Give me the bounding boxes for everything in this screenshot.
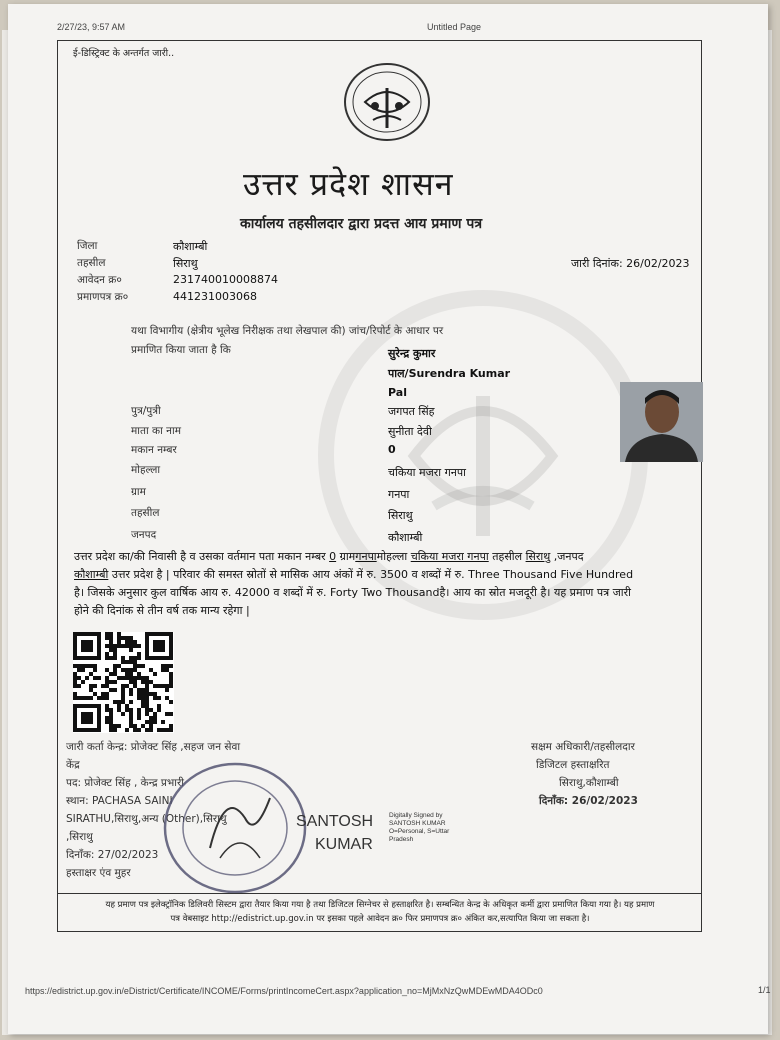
detail-value-tehsil: सिराथु: [388, 509, 413, 522]
footer-divider: [57, 893, 702, 894]
intro-line-2: प्रमाणित किया जाता है कि: [131, 344, 231, 356]
holder-name-line-1: सुरेन्द्र कुमार: [388, 347, 436, 360]
print-datetime: 2/27/23, 9:57 AM: [57, 22, 126, 32]
meta-label-certificate-no: प्रमाणपत्र क्र०: [77, 291, 129, 303]
detail-value-mother: सुनीता देवी: [388, 425, 432, 438]
body-line-4: होने की दिनांक से तीन वर्ष तक मान्य रहेगा |: [74, 604, 250, 617]
detail-label-mother: माता का नाम: [131, 425, 181, 437]
official-seal-stamp-icon: [160, 758, 310, 898]
intro-line-1: यथा विभागीय (क्षेत्रीय भूलेख निरीक्षक तथा लेखपाल की) जांच/रिपोर्ट के आधार पर: [131, 325, 444, 337]
holder-name-line-3: Pal: [388, 386, 407, 399]
holder-name-line-2: पाल/Surendra Kumar: [388, 367, 511, 380]
detail-label-tehsil: तहसील: [131, 507, 160, 519]
certificate-subtitle: कार्यालय तहसीलदार द्वारा प्रदत्त आय प्रमाण पत्र: [240, 216, 483, 232]
issuing-center-cont: केंद्र: [66, 759, 80, 771]
print-page-count: 1/1: [758, 985, 771, 995]
issuer-date: दिनाँक: 27/02/2023: [66, 849, 159, 861]
authority-designation: सक्षम अधिकारी/तहसीलदार: [531, 741, 635, 753]
meta-value-tehsil: सिराथु: [173, 257, 198, 270]
issuing-center: जारी कर्ता केन्द्र: प्रोजेक्ट सिंह ,सहज जन सेवा: [66, 741, 241, 753]
detail-label-district: जनपद: [131, 529, 157, 541]
authority-place: सिराथु,कौशाम्बी: [559, 777, 619, 789]
detail-label-parent: पुत्र/पुत्री: [131, 405, 161, 417]
detail-label-village: ग्राम: [131, 486, 146, 498]
digitally-signed-label: डिजिटल हस्ताक्षरित: [536, 759, 610, 771]
issuer-place: स्थान: PACHASA SAINI: [66, 795, 173, 807]
holder-photo: [620, 382, 703, 462]
certificate-title: उत्तर प्रदेश शासन: [243, 165, 454, 203]
body-line-3: है। जिसके अनुसार कुल वार्षिक आय रु. 42000 व शब्दों में रु. Forty Two Thousandहै। आय का स्रोत मजदूरी है। यह प्रमाण पत्र जारी: [74, 586, 631, 599]
digital-sign-name-2: KUMAR: [315, 836, 373, 853]
print-page-title: Untitled Page: [427, 22, 482, 32]
meta-value-district: कौशाम्बी: [173, 240, 208, 253]
meta-label-tehsil: तहसील: [77, 257, 106, 269]
meta-value-certificate-no: 441231003068: [173, 290, 257, 303]
qr-code: [73, 632, 174, 733]
up-government-emblem-icon: [343, 62, 431, 142]
meta-label-district: जिला: [77, 240, 98, 252]
footer-note-line-1: यह प्रमाण पत्र इलेक्ट्रॉनिक डिलिवरी सिस्टम द्वारा तैयार किया गया है तथा डिजिटल सिग्नेचर से हस्ताक्षरित है। सम्बन्धित केन्द्र के अधिकृत कर्मी द्वारा प्रमाणित किया गया है। यह प्रमाण: [105, 900, 655, 910]
edistrict-note: ई-डिस्ट्रिक्ट के अन्तर्गत जारी..: [73, 48, 175, 59]
digital-sign-details: Digitally Signed by SANTOSH KUMAR O=Personal, S=Uttar Pradesh: [389, 812, 450, 843]
body-line-2: कौशाम्बी उत्तर प्रदेश है | परिवार की समस्त स्रोतों से मासिक आय अंकों में रु. 3500 व शब्दों में रु. Three Thousand Five Hundred: [74, 568, 634, 581]
authority-date: दिनाँक: 26/02/2023: [539, 795, 638, 807]
footer-note-line-2: पत्र वेबसाइट http://edistrict.up.gov.in पर इसका पहले आवेदन क्र० फिर प्रमाणपत्र क्र० अंकित कर,सत्यापित किया जा सकता है।: [170, 914, 590, 924]
detail-value-village: गनपा: [388, 488, 410, 501]
print-url: https://edistrict.up.gov.in/eDistrict/Certificate/INCOME/Forms/printIncomeCert.aspx?application_no=MjMxNzQwMDEwMDA4ODc0: [25, 986, 543, 996]
issue-date: जारी दिनांक: 26/02/2023: [571, 257, 690, 270]
detail-value-parent: जगपत सिंह: [388, 405, 435, 418]
detail-label-mohalla: मोहल्ला: [131, 464, 161, 476]
issuer-place-tehsil: ,सिराथु: [66, 831, 93, 843]
digital-sign-name-1: SANTOSH: [296, 813, 374, 830]
detail-value-district: कौशाम्बी: [388, 531, 423, 544]
signature-and-seal-label: हस्ताक्षर एंव मुहर: [66, 867, 131, 879]
meta-value-application-no: 231740010008874: [173, 273, 278, 286]
detail-value-mohalla: चकिया मजरा गनपा: [388, 466, 466, 479]
issuer-place-cont: SIRATHU,सिराथु,अन्य (Other),सिराथु: [66, 813, 227, 825]
body-line-1: उत्तर प्रदेश का/की निवासी है व उसका वर्तमान पता मकान नम्बर 0 ग्रामगनपामोहल्ला चकिया मजरा गनपा तहसील सिराथु ,जनपद: [74, 550, 584, 563]
issuer-post: पद: प्रोजेक्ट सिंह , केन्द्र प्रभारी: [66, 777, 184, 789]
detail-value-house-no: 0: [388, 443, 396, 456]
meta-label-application-no: आवेदन क्र०: [77, 274, 122, 286]
detail-label-house-no: मकान नम्बर: [131, 444, 177, 456]
